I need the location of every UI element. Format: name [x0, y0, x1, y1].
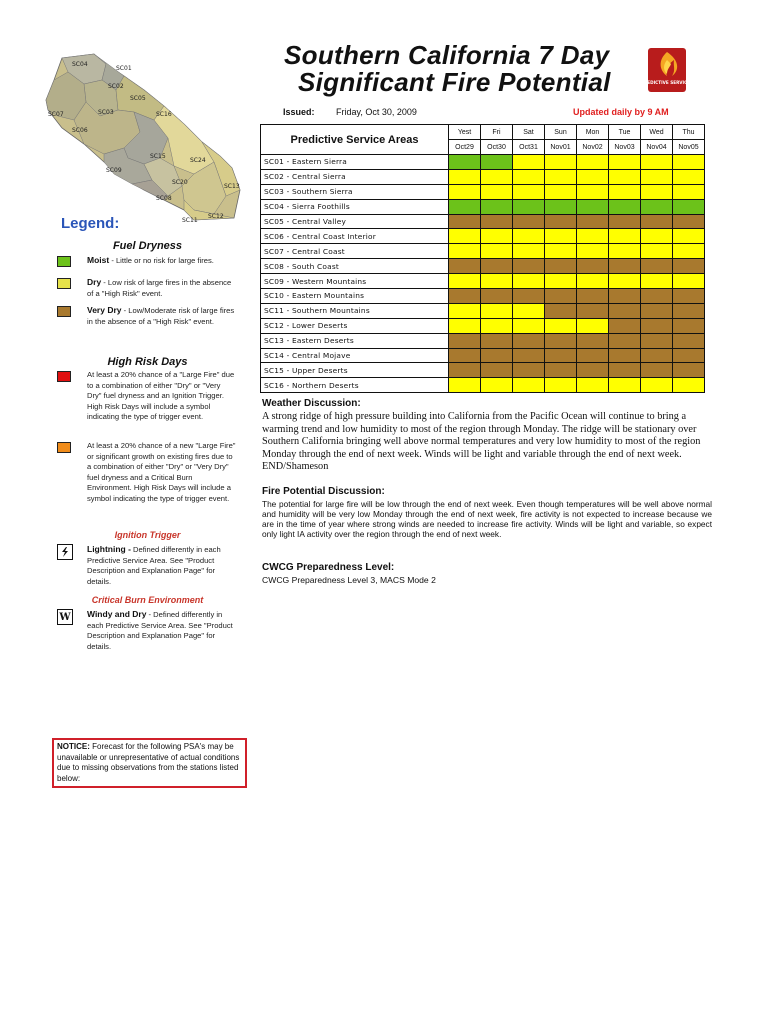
fire-potential-cell	[641, 214, 673, 229]
fire-potential-cell	[513, 229, 545, 244]
fire-potential-cell	[513, 184, 545, 199]
psa-name-cell: SC08 - South Coast	[261, 259, 449, 274]
fire-potential-cell	[609, 169, 641, 184]
fire-potential-cell	[609, 348, 641, 363]
map-label: SC03	[98, 109, 114, 116]
fire-potential-cell	[609, 274, 641, 289]
fire-potential-cell	[577, 214, 609, 229]
fire-potential-cell	[577, 318, 609, 333]
fire-potential-cell	[641, 378, 673, 393]
fire-potential-cell	[673, 363, 705, 378]
day-header: Sat	[513, 125, 545, 140]
fire-potential-cell	[577, 229, 609, 244]
fire-potential-cell	[481, 274, 513, 289]
fire-potential-cell	[449, 318, 481, 333]
fire-potential-cell	[577, 289, 609, 304]
psa-name-cell: SC07 - Central Coast	[261, 244, 449, 259]
windy-dry-label: Windy and Dry	[87, 609, 147, 619]
page-title-line2: Significant Fire Potential	[298, 67, 611, 97]
very-dry-swatch	[57, 306, 71, 317]
fire-potential-cell	[513, 289, 545, 304]
cwcg-text: CWCG Preparedness Level 3, MACS Mode 2	[262, 575, 436, 585]
fire-potential-cell	[673, 184, 705, 199]
map-label: SC04	[72, 61, 88, 68]
fire-potential-cell	[449, 348, 481, 363]
legend-dry-desc: - Low risk of large fires in the absence of a "High Risk" event.	[87, 278, 232, 298]
fire-potential-cell	[449, 303, 481, 318]
legend-dry	[57, 277, 237, 299]
fire-potential-cell	[673, 169, 705, 184]
day-header: Yest	[449, 125, 481, 140]
fire-potential-cell	[449, 229, 481, 244]
fire-potential-cell	[545, 155, 577, 170]
date-header: Nov04	[641, 140, 673, 155]
map-label: SC06	[72, 127, 88, 134]
fire-potential-cell	[577, 303, 609, 318]
map-label: SC20	[172, 179, 188, 186]
date-header: Oct29	[449, 140, 481, 155]
fire-potential-cell	[673, 259, 705, 274]
map-label: SC08	[156, 195, 172, 202]
map-label: SC13	[224, 183, 240, 190]
fire-potential-cell	[641, 274, 673, 289]
fire-potential-cell	[577, 155, 609, 170]
map-label: SC05	[130, 95, 146, 102]
psa-name-cell: SC10 - Eastern Mountains	[261, 289, 449, 304]
fire-potential-cell	[481, 214, 513, 229]
fire-potential-cell	[641, 244, 673, 259]
table-row	[261, 348, 705, 363]
fire-potential-cell	[609, 289, 641, 304]
fire-potential-cell	[641, 155, 673, 170]
logo-text: PREDICTIVE SERVICES	[640, 80, 694, 85]
fire-potential-cell	[513, 363, 545, 378]
fire-potential-cell	[609, 378, 641, 393]
psa-name-cell: SC16 - Northern Deserts	[261, 378, 449, 393]
psa-name-cell: SC04 - Sierra Foothills	[261, 199, 449, 214]
fire-potential-cell	[481, 184, 513, 199]
fire-potential-cell	[545, 184, 577, 199]
fire-potential-cell	[577, 199, 609, 214]
fire-potential-cell	[673, 348, 705, 363]
fire-potential-cell	[481, 199, 513, 214]
weather-discussion-text: A strong ridge of high pressure building into California from the Pacific Ocean will continue to bring a warming trend and low humidity to most of the region through Monday. The ridge will be stationary over Southern California bringing well above normal temperatures and very low humidity to most of the region Monday through the end of next week. Winds will be light and variable through the end of next week. END/Shameson	[262, 411, 701, 473]
fire-potential-cell	[449, 289, 481, 304]
fire-potential-cell	[449, 214, 481, 229]
fire-potential-cell	[641, 289, 673, 304]
map-label: SC24	[190, 157, 206, 164]
fire-potential-cell	[545, 214, 577, 229]
update-frequency: Updated daily by 9 AM	[573, 107, 669, 117]
date-header: Nov05	[673, 140, 705, 155]
psa-map	[44, 50, 244, 228]
fire-potential-cell	[449, 274, 481, 289]
table-row	[261, 363, 705, 378]
fire-potential-cell	[513, 244, 545, 259]
weather-discussion-heading: Weather Discussion:	[262, 398, 361, 409]
psa-column-header: Predictive Service Areas	[261, 125, 449, 155]
lightning-desc: Defined differently in each Predictive Service Area. See "Product Description and Explanation Page" for details.	[87, 545, 221, 586]
windy-dry-desc: - Defined differently in each Predictive Service Area. See "Product Description and Explanation Page" for details.	[87, 610, 233, 651]
legend-lightning	[57, 544, 237, 587]
fire-potential-cell	[449, 333, 481, 348]
day-header: Fri	[481, 125, 513, 140]
date-header: Nov01	[545, 140, 577, 155]
fire-potential-cell	[513, 348, 545, 363]
psa-name-cell: SC13 - Eastern Deserts	[261, 333, 449, 348]
notice-text: Forecast for the following PSA's may be unavailable or unrepresentative of actual conditions due to missing observations from the stations listed below:	[57, 742, 240, 783]
map-label: SC15	[150, 153, 166, 160]
fire-potential-cell	[577, 169, 609, 184]
fire-potential-cell	[673, 333, 705, 348]
fire-potential-cell	[641, 363, 673, 378]
fire-potential-cell	[577, 184, 609, 199]
table-row	[261, 333, 705, 348]
fire-potential-cell	[545, 274, 577, 289]
fire-potential-cell	[641, 259, 673, 274]
table-row	[261, 303, 705, 318]
psa-name-cell: SC06 - Central Coast Interior	[261, 229, 449, 244]
fire-potential-cell	[545, 348, 577, 363]
fire-potential-cell	[481, 244, 513, 259]
legend-high-risk-red	[57, 370, 237, 423]
fire-potential-cell	[641, 318, 673, 333]
fire-potential-cell	[641, 169, 673, 184]
legend-very-dry-label: Very Dry	[87, 305, 122, 315]
fire-potential-cell	[481, 333, 513, 348]
fire-potential-cell	[641, 229, 673, 244]
fire-potential-cell	[513, 333, 545, 348]
fire-potential-cell	[449, 155, 481, 170]
fire-potential-cell	[577, 244, 609, 259]
fire-potential-cell	[609, 318, 641, 333]
fire-potential-cell	[513, 259, 545, 274]
table-row	[261, 378, 705, 393]
day-header: Mon	[577, 125, 609, 140]
legend-title: Legend:	[61, 215, 120, 232]
table-row	[261, 214, 705, 229]
fire-potential-cell	[673, 199, 705, 214]
day-header: Tue	[609, 125, 641, 140]
fire-potential-cell	[449, 244, 481, 259]
psa-name-cell: SC15 - Upper Deserts	[261, 363, 449, 378]
fire-potential-cell	[545, 229, 577, 244]
map-label: SC12	[208, 213, 224, 220]
cwcg-heading: CWCG Preparedness Level:	[262, 562, 395, 573]
fire-potential-cell	[513, 378, 545, 393]
psa-name-cell: SC11 - Southern Mountains	[261, 303, 449, 318]
fire-potential-cell	[673, 214, 705, 229]
fire-potential-cell	[545, 244, 577, 259]
critical-burn-heading: Critical Burn Environment	[91, 595, 204, 605]
table-row	[261, 274, 705, 289]
fire-potential-cell	[673, 318, 705, 333]
dry-swatch	[57, 278, 71, 289]
fire-potential-cell	[673, 244, 705, 259]
lightning-icon	[57, 544, 73, 560]
fire-potential-cell	[545, 303, 577, 318]
fire-potential-cell	[513, 155, 545, 170]
map-label: SC07	[48, 111, 64, 118]
fire-potential-cell	[609, 363, 641, 378]
psa-name-cell: SC14 - Central Mojave	[261, 348, 449, 363]
fire-potential-cell	[545, 363, 577, 378]
fire-potential-cell	[481, 363, 513, 378]
date-header: Oct31	[513, 140, 545, 155]
fire-potential-cell	[513, 199, 545, 214]
fire-potential-cell	[609, 214, 641, 229]
legend-windy-dry	[57, 609, 237, 652]
moist-swatch	[57, 256, 71, 267]
fire-potential-cell	[609, 244, 641, 259]
fire-potential-cell	[545, 289, 577, 304]
psa-rows	[261, 155, 705, 393]
table-row	[261, 289, 705, 304]
ignition-trigger-heading: Ignition Trigger	[114, 530, 181, 540]
fire-potential-cell	[481, 318, 513, 333]
notice-box	[52, 738, 247, 788]
fire-potential-cell	[673, 274, 705, 289]
day-header: Wed	[641, 125, 673, 140]
map-label: SC02	[108, 83, 124, 90]
legend-high-risk-orange	[57, 441, 237, 504]
map-label: SC09	[106, 167, 122, 174]
fire-potential-cell	[513, 274, 545, 289]
legend-moist-label: Moist	[87, 255, 110, 265]
high-risk-orange-desc: At least a 20% chance of a new "Large Fire" or significant growth on existing fires due to a combination of either "Dry" or "Very Dry" fuel dryness and a Critical Burn Environment. High Risk Days will include a symbol indicating the type of trigger event.	[87, 441, 236, 503]
fire-potential-cell	[481, 348, 513, 363]
fire-potential-cell	[577, 259, 609, 274]
fire-potential-cell	[609, 184, 641, 199]
fire-potential-cell	[577, 333, 609, 348]
fire-potential-cell	[609, 333, 641, 348]
map-label: SC16	[156, 111, 172, 118]
table-row	[261, 184, 705, 199]
fire-potential-cell	[449, 184, 481, 199]
date-header: Nov03	[609, 140, 641, 155]
table-row	[261, 169, 705, 184]
fire-potential-cell	[449, 378, 481, 393]
fire-potential-cell	[545, 169, 577, 184]
fire-discussion-text: The potential for large fire will be low through the end of next week. Even though temperatures will be well above normal and humidity will be very low Monday through the end of next week, fire activity is not expected to increase because we are in the time of year where strong winds are needed to increase fire activity. Winds will be light and variable, so expect only light IA activity over the region through the end of next week.	[262, 499, 712, 539]
fire-potential-cell	[449, 169, 481, 184]
legend-very-dry-desc: - Low/Moderate risk of large fires in the absence of a "High Risk" event.	[87, 306, 235, 326]
fire-potential-cell	[545, 333, 577, 348]
fire-potential-table	[260, 124, 705, 393]
page-title-line1: Southern California 7 Day	[284, 40, 610, 70]
legend-very-dry	[57, 305, 237, 327]
fire-potential-cell	[577, 274, 609, 289]
fire-potential-cell	[513, 169, 545, 184]
fire-potential-cell	[545, 199, 577, 214]
fire-potential-cell	[673, 289, 705, 304]
fire-potential-cell	[673, 229, 705, 244]
psa-name-cell: SC03 - Southern Sierra	[261, 184, 449, 199]
fire-potential-cell	[577, 378, 609, 393]
fire-potential-cell	[641, 199, 673, 214]
psa-name-cell: SC01 - Eastern Sierra	[261, 155, 449, 170]
fire-potential-cell	[641, 184, 673, 199]
high-risk-heading: High Risk Days	[107, 356, 188, 368]
fire-potential-cell	[481, 155, 513, 170]
fire-potential-cell	[481, 303, 513, 318]
fire-potential-cell	[513, 318, 545, 333]
table-row	[261, 155, 705, 170]
fire-potential-cell	[673, 303, 705, 318]
fire-potential-cell	[545, 318, 577, 333]
fire-discussion-heading: Fire Potential Discussion:	[262, 486, 385, 497]
legend-dry-label: Dry	[87, 277, 102, 287]
fire-potential-cell	[449, 363, 481, 378]
predictive-services-logo	[640, 48, 694, 92]
legend-moist	[57, 255, 237, 267]
fire-potential-cell	[641, 333, 673, 348]
high-risk-orange-swatch	[57, 442, 71, 453]
fire-potential-cell	[481, 169, 513, 184]
fire-potential-cell	[545, 259, 577, 274]
map-label: SC11	[182, 217, 198, 224]
table-row	[261, 318, 705, 333]
fire-potential-cell	[641, 303, 673, 318]
lightning-label: Lightning -	[87, 544, 131, 554]
day-header: Thu	[673, 125, 705, 140]
fire-potential-cell	[449, 199, 481, 214]
fire-potential-cell	[513, 214, 545, 229]
fire-potential-cell	[577, 348, 609, 363]
psa-name-cell: SC12 - Lower Deserts	[261, 318, 449, 333]
date-header: Nov02	[577, 140, 609, 155]
fire-potential-cell	[673, 155, 705, 170]
windy-dry-icon: W	[57, 609, 73, 625]
issued-date: Friday, Oct 30, 2009	[336, 107, 417, 117]
high-risk-red-swatch	[57, 371, 71, 382]
issued-label: Issued:	[283, 107, 315, 117]
table-row	[261, 259, 705, 274]
fire-potential-cell	[481, 378, 513, 393]
fire-potential-cell	[449, 259, 481, 274]
notice-label: NOTICE:	[57, 742, 90, 751]
fire-potential-cell	[577, 363, 609, 378]
fire-potential-cell	[641, 348, 673, 363]
fire-potential-cell	[609, 259, 641, 274]
fire-potential-cell	[609, 303, 641, 318]
fire-potential-cell	[609, 229, 641, 244]
table-row	[261, 199, 705, 214]
fire-potential-cell	[513, 303, 545, 318]
legend-moist-desc: - Little or no risk for large fires.	[109, 256, 214, 265]
fire-potential-cell	[609, 199, 641, 214]
fuel-dryness-heading: Fuel Dryness	[112, 240, 183, 252]
fire-potential-cell	[481, 289, 513, 304]
fire-potential-cell	[481, 259, 513, 274]
day-header: Sun	[545, 125, 577, 140]
map-label: SC01	[116, 65, 132, 72]
table-row	[261, 229, 705, 244]
table-row	[261, 244, 705, 259]
date-header: Oct30	[481, 140, 513, 155]
psa-name-cell: SC09 - Western Mountains	[261, 274, 449, 289]
fire-potential-cell	[609, 155, 641, 170]
fire-potential-cell	[481, 229, 513, 244]
fire-potential-cell	[545, 378, 577, 393]
psa-name-cell: SC05 - Central Valley	[261, 214, 449, 229]
fire-potential-cell	[673, 378, 705, 393]
high-risk-red-desc: At least a 20% chance of a "Large Fire" due to a combination of either "Dry" or "Very Dry" fuel dryness and an Ignition Trigger. High Risk Days will include a symbol indicating the type of trigger event.	[87, 370, 235, 421]
psa-name-cell: SC02 - Central Sierra	[261, 169, 449, 184]
